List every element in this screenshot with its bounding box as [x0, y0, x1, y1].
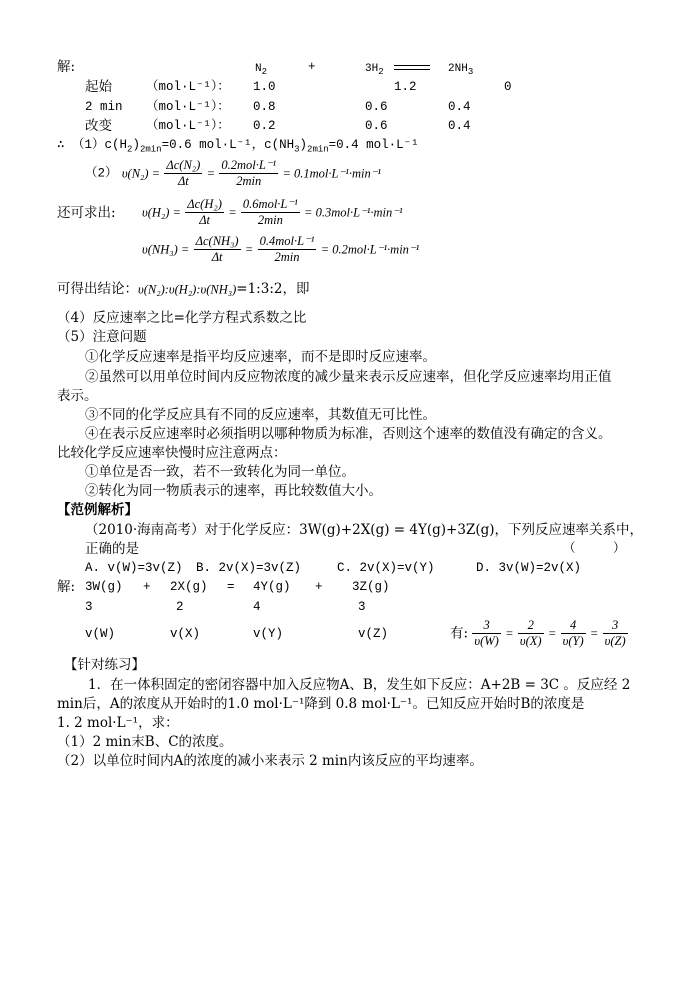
note-item: 表示。	[57, 388, 98, 404]
note-item: ②虽然可以用单位时间内反应物浓度的减少量来表示反应速率，但化学反应速率均用正值	[85, 369, 612, 385]
equilibrium-arrow	[394, 58, 430, 76]
compare-heading: 比较化学反应速率快慢时应注意两点：	[57, 445, 287, 461]
n2-species: $N_2$	[255, 63, 268, 78]
conclusion-line: 可得出结论：υ(N₂):υ(H₂):υ(NH₃)=1:3:2，即	[57, 281, 310, 297]
term: +	[315, 580, 323, 594]
practice-heading: 【针对练习】	[64, 657, 145, 673]
note-5-heading: （5）注意问题	[57, 329, 147, 345]
cell-h2: 0.6	[365, 119, 388, 133]
row-label: 2 min	[85, 100, 123, 114]
also-label: 还可求出:	[57, 205, 116, 221]
rate: v(W)	[85, 627, 116, 641]
cell-h2: 0.6	[365, 100, 388, 114]
practice-question-2: （2）以单位时间内A的浓度的减小来表示 2 min内该反应的平均速率。	[57, 753, 483, 769]
option-b: B. 2v(X)=3v(Z)	[196, 561, 302, 575]
term: 3W(g)	[85, 580, 123, 594]
cell-n2: 0.2	[253, 119, 276, 133]
practice-problem-cont: 1. 2 mol·L⁻¹，求：	[57, 715, 179, 731]
term: 4Y(g)	[253, 580, 291, 594]
cell-n2: 1.0	[253, 80, 276, 94]
example-heading: 【范例解析】	[57, 502, 138, 518]
rate-equation-nh3: υ(NH₃) = $\frac{\text{Δc(NH₃)}}{\Delta t}$ = $\frac{\text{0.4mol·L⁻¹}}{2\min}$ = 0.2mol·L⁻¹·min⁻¹	[142, 234, 420, 264]
note-item: ①化学反应速率是指平均反应速率，而不是即时反应速率。	[85, 349, 436, 365]
row-unit: （mol·L⁻¹）：	[146, 119, 230, 133]
solution-label: 解:	[57, 59, 76, 75]
rate-equation-n2: （2） υ(N₂) = $\frac{\text{Δc(N₂)}}{\Delta t}$ = $\frac{\text{0.2mol·L⁻¹}}{2\min}$ = 0.1mol·L⁻¹·min⁻¹	[85, 158, 382, 188]
answer-blank: （ ）	[563, 542, 626, 556]
therefore-line: ∴ $(1)c(H_2)_{2min}=0.6$ mol·L⁻¹，$c(NH_3)_{2min}=0.4$ mol·L⁻¹	[57, 138, 419, 155]
term: 2X(g)	[170, 580, 208, 594]
plus-sign: +	[308, 60, 316, 74]
cell-nh3: 0.4	[448, 119, 471, 133]
row-unit: （mol·L⁻¹）：	[146, 100, 230, 114]
example-question: （2010·海南高考）对于化学反应：3W(g)+2X(g) = 4Y(g)+3Z(g)，下列反应速率关系中，	[85, 522, 644, 538]
term: 3Z(g)	[352, 580, 390, 594]
rate-equation-h2: υ(H₂) = $\frac{\text{Δc(H₂)}}{\Delta t}$ = $\frac{\text{0.6mol·L⁻¹}}{2\min}$ = 0.3mol·L⁻¹·min⁻¹	[142, 197, 403, 227]
h2-species: $3H_2$	[365, 63, 384, 78]
row-unit: （mol·L⁻¹）：	[146, 80, 230, 94]
rate: v(Y)	[253, 627, 284, 641]
row-label: 改变	[85, 118, 112, 134]
solution-label: 解:	[57, 579, 76, 595]
option-a: A. v(W)=3v(Z)	[85, 561, 183, 575]
cell-n2: 0.8	[253, 100, 276, 114]
practice-question-1: （1）2 min末B、C的浓度。	[57, 734, 233, 750]
compare-item: ①单位是否一致，若不一致转化为同一单位。	[85, 464, 355, 480]
practice-problem-cont: min后，A的浓度从开始时的1.0 mol·L⁻¹降到 0.8 mol·L⁻¹。已知反应开始时B的浓度是	[57, 696, 585, 712]
practice-problem: 1．在一体积固定的密闭容器中加入反应物A、B，发生如下反应：A+2B = 3C 。反应经 2	[88, 677, 631, 693]
nh3-species: $2NH_3$	[448, 63, 474, 78]
note-item: ③不同的化学反应具有不同的反应速率，其数值无可比性。	[85, 407, 436, 423]
cell-nh3: 0	[504, 80, 512, 94]
example-question-cont: 正确的是	[85, 541, 139, 557]
cell-h2: 1.2	[394, 80, 417, 94]
cell-nh3: 0.4	[448, 100, 471, 114]
term: +	[143, 580, 151, 594]
row-label: 起始	[85, 79, 112, 95]
coef: 4	[253, 600, 261, 614]
ratio-equation: 有: $\frac{3}{\upsilon(W)}$ = $\frac{2}{\upsilon(X)}$ = $\frac{4}{\upsilon(Y)}$ = $\frac{3}{\upsilon(Z)}$	[450, 618, 626, 648]
option-d: D. 3v(W)=2v(X)	[476, 561, 582, 575]
coef: 2	[176, 600, 184, 614]
coef: 3	[85, 600, 93, 614]
term: =	[227, 580, 235, 594]
compare-item: ②转化为同一物质表示的速率，再比较数值大小。	[85, 483, 382, 499]
option-c: C. 2v(X)=v(Y)	[337, 561, 435, 575]
note-item: ④在表示反应速率时必须指明以哪种物质为标准，否则这个速率的数值没有确定的含义。	[85, 426, 612, 442]
rate: v(X)	[170, 627, 201, 641]
coef: 3	[358, 600, 366, 614]
note-4: （4）反应速率之比=化学方程式系数之比	[57, 310, 307, 326]
rate: v(Z)	[358, 627, 389, 641]
